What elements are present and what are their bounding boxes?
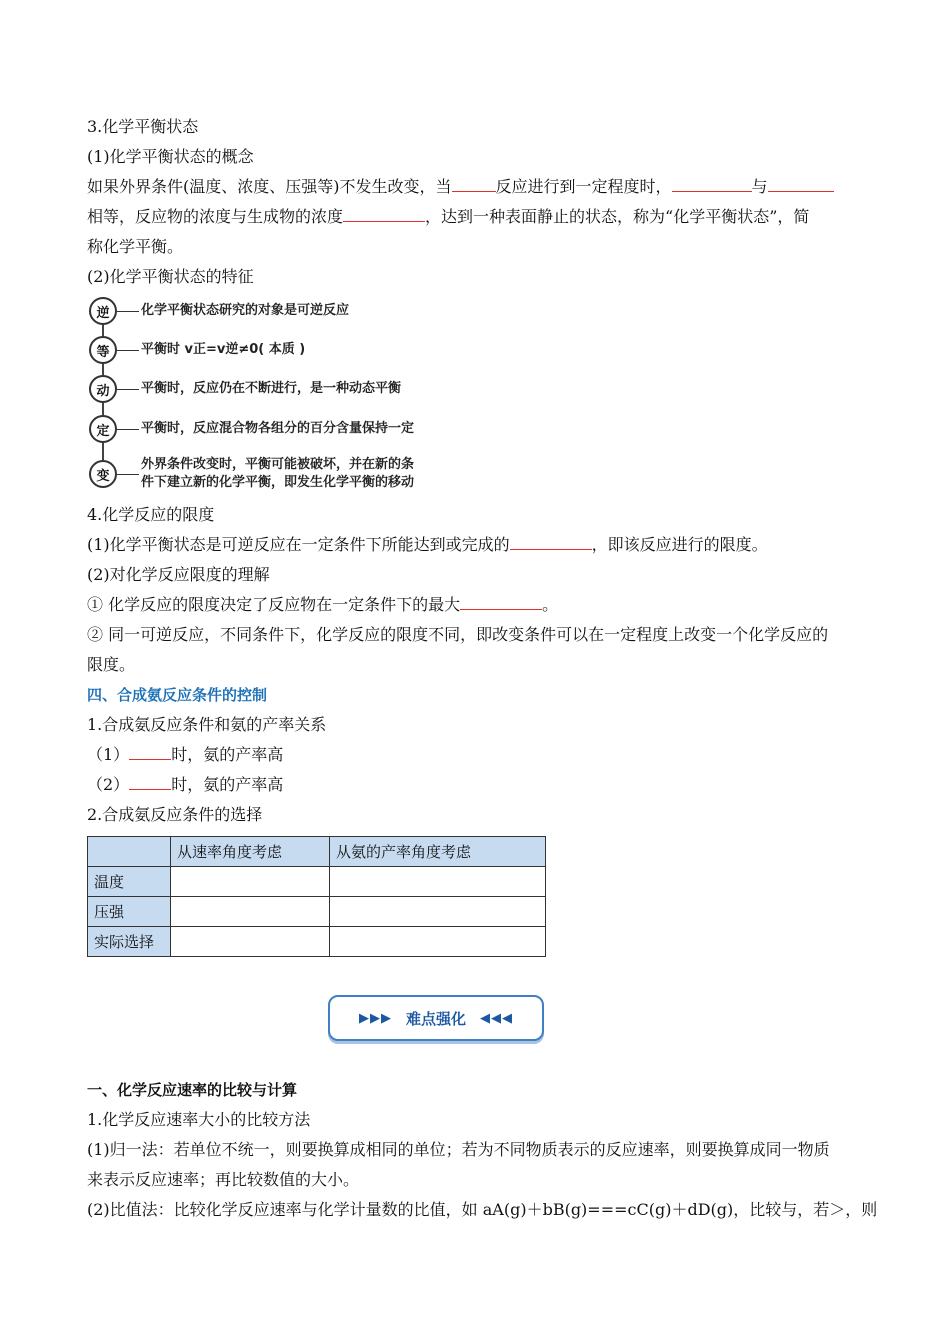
fill-blank[interactable] (510, 531, 592, 550)
table-cell[interactable] (171, 897, 330, 927)
spacer (87, 1041, 865, 1075)
fill-blank[interactable] (460, 591, 542, 610)
table-header-cell: 从氨的产率角度考虑 (330, 837, 546, 867)
feature-row (89, 456, 414, 492)
feature-circle: 逆 (89, 297, 117, 325)
limit-line-5: 限度。 (87, 655, 136, 674)
feature-connector (117, 429, 139, 430)
badge-label: 难点强化 (405, 1009, 466, 1028)
rate-sub1: 1.化学反应速率大小的比较方法 (87, 1110, 311, 1129)
limit-line-1: (1)化学平衡状态是可逆反应在一定条件下所能达到或完成的 ，即该反应进行的限度。 (87, 530, 865, 560)
concept-line-2: 相等，反应物的浓度与生成物的浓度 ，达到一种表面静止的状态，称为“化学平衡状态”，简 (87, 202, 865, 232)
feature-row (89, 296, 349, 326)
feature-row (89, 335, 305, 365)
ammonia-cond-1: （1） 时，氨的产率高 (87, 740, 865, 770)
feature-connector (117, 474, 139, 475)
document-page (87, 112, 878, 1225)
feature-text: 平衡时 v正=v逆≠0( 本质 ) (141, 342, 306, 357)
left-arrows-icon: ◀◀◀ (480, 1010, 513, 1026)
table-row (88, 927, 546, 957)
part-1-heading: 一、化学反应速率的比较与计算 (87, 1081, 298, 1099)
row-label: 压强 (88, 897, 171, 927)
fill-blank[interactable] (768, 173, 834, 192)
table-cell[interactable] (330, 897, 546, 927)
concept-line-1: 如果外界条件(温度、浓度、压强等)不发生改变，当 反应进行到一定程度时， 与 (87, 172, 865, 202)
feature-circle: 动 (89, 375, 117, 403)
row-label: 实际选择 (88, 927, 171, 957)
ammonia-sub1: 1.合成氨反应条件和氨的产率关系 (87, 715, 327, 734)
feature-connector (117, 311, 139, 312)
table-cell[interactable] (330, 927, 546, 957)
feature-row (89, 414, 414, 444)
equilibrium-features-diagram (89, 296, 449, 496)
section-3-sub2: (2)化学平衡状态的特征 (87, 267, 254, 286)
table-cell[interactable] (171, 867, 330, 897)
feature-text: 外界条件改变时，平衡可能被破坏，并在新的条 (141, 457, 415, 472)
fill-blank[interactable] (129, 741, 171, 760)
feature-text: 化学平衡状态研究的对象是可逆反应 (141, 303, 350, 318)
table-header-cell (88, 837, 171, 867)
feature-text: 平衡时，反应仍在不断进行，是一种动态平衡 (141, 381, 402, 396)
part-4-heading: 四、合成氨反应条件的控制 (87, 686, 268, 704)
fill-blank[interactable] (343, 203, 425, 222)
ammonia-cond-2: （2） 时，氨的产率高 (87, 770, 865, 800)
rate-p2: (2)比值法：比较化学反应速率与化学计量数的比值，如 aA(g)＋bB(g)===cC(g)＋dD(g)，比较与，若＞，则 (87, 1200, 878, 1219)
table-row (88, 867, 546, 897)
table-row (88, 897, 546, 927)
table-cell[interactable] (171, 927, 330, 957)
limit-line-4: ② 同一可逆反应，不同条件下，化学反应的限度不同，即改变条件可以在一定程度上改变一个化学反应的 (87, 625, 829, 644)
feature-connector (117, 389, 139, 390)
feature-text: 件下建立新的化学平衡，即发生化学平衡的移动 (141, 475, 415, 490)
conditions-table (87, 836, 546, 957)
badge-wrap (7, 995, 865, 1041)
right-arrows-icon: ▶▶▶ (358, 1010, 392, 1026)
rate-p1b: 来表示反应速率；再比较数值的大小。 (87, 1170, 360, 1189)
section-3-sub1: (1)化学平衡状态的概念 (87, 147, 254, 166)
section-3-title: 3.化学平衡状态 (87, 117, 199, 136)
row-label: 温度 (88, 867, 171, 897)
fill-blank[interactable] (452, 173, 496, 192)
feature-circle: 等 (89, 336, 117, 364)
section-4-title: 4.化学反应的限度 (87, 505, 215, 524)
feature-text-block (141, 456, 414, 492)
rate-p1: (1)归一法：若单位不统一，则要换算成相同的单位；若为不同物质表示的反应速率，则要换算成同一物质 (87, 1140, 830, 1159)
fill-blank[interactable] (129, 771, 171, 790)
concept-line-3: 称化学平衡。 (87, 237, 184, 256)
feature-text: 平衡时，反应混合物各组分的百分含量保持一定 (141, 421, 415, 436)
fill-blank[interactable] (672, 173, 752, 192)
feature-circle: 定 (89, 415, 117, 443)
limit-line-2: (2)对化学反应限度的理解 (87, 565, 270, 584)
table-header-cell: 从速率角度考虑 (171, 837, 330, 867)
difficulty-badge (328, 995, 544, 1041)
feature-circle: 变 (89, 460, 117, 488)
limit-line-3: ① 化学反应的限度决定了反应物在一定条件下的最大 。 (87, 590, 865, 620)
ammonia-sub2: 2.合成氨反应条件的选择 (87, 805, 263, 824)
table-header-row (88, 837, 546, 867)
feature-row (89, 374, 401, 404)
feature-connector (117, 350, 139, 351)
table-cell[interactable] (330, 867, 546, 897)
